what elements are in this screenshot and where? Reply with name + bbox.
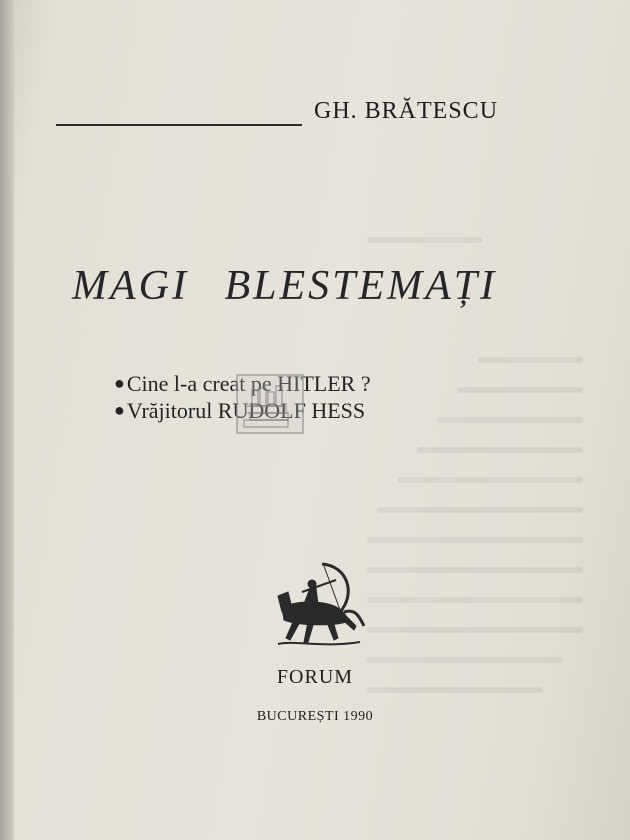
book-title: MAGI BLESTEMAȚI bbox=[72, 263, 498, 309]
author-rule bbox=[56, 124, 302, 126]
books-watermark-icon bbox=[236, 374, 304, 434]
publication-place-year: BUCUREȘTI 1990 bbox=[256, 709, 374, 724]
archer-on-horse-logo bbox=[264, 556, 368, 650]
bullet-icon: ● bbox=[114, 400, 125, 420]
author-name: GH. BRĂTESCU bbox=[314, 98, 499, 124]
publisher-name: FORUM bbox=[276, 666, 354, 688]
bullet-icon: ● bbox=[114, 373, 125, 393]
subtitle-text: Vrăjitorul RUDOLF HESS bbox=[126, 398, 366, 423]
author-block bbox=[56, 96, 546, 130]
subtitle-text: Cine l-a creat pe HITLER ? bbox=[126, 371, 371, 396]
